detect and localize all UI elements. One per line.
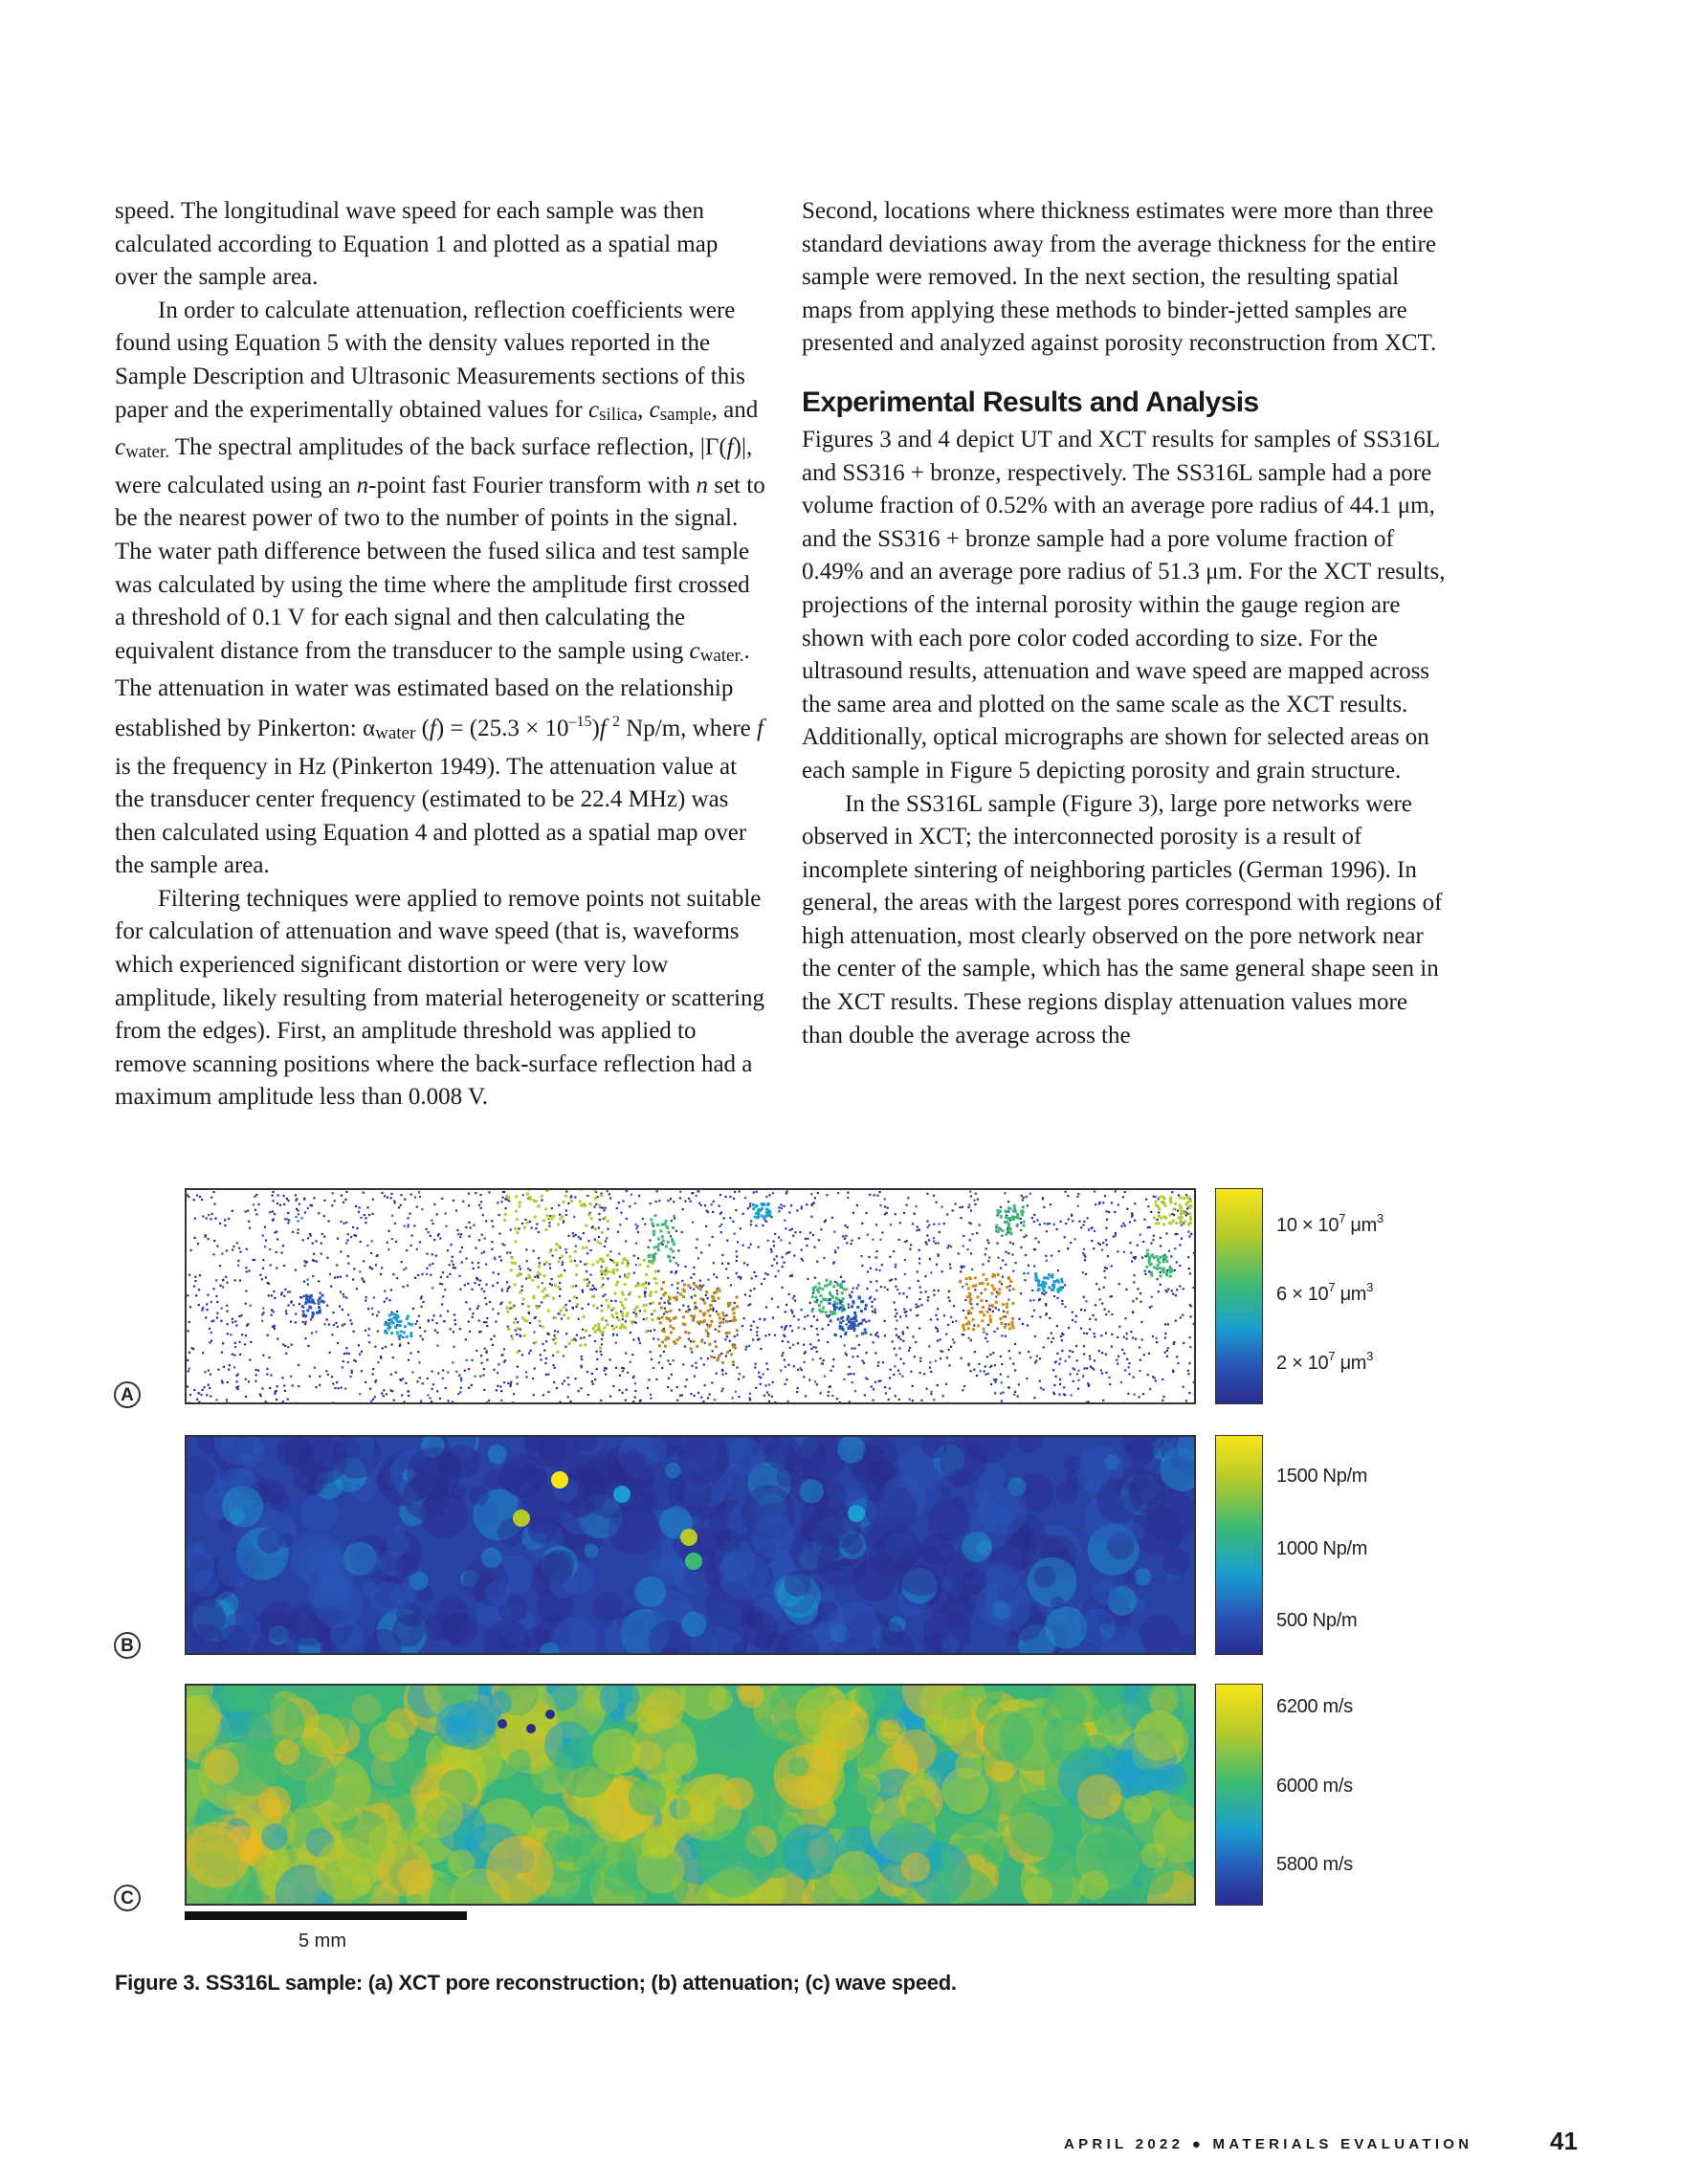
colorbar-attenuation bbox=[1215, 1435, 1263, 1655]
xct-pore-plot bbox=[187, 1190, 1194, 1402]
colorbar-label: $2 \times 10^7$ $\mu m^3$ bbox=[1276, 1349, 1374, 1374]
footer-journal: APRIL 2022 ● MATERIALS EVALUATION bbox=[1064, 2136, 1473, 2152]
colorbar-label: $6 \times 10^7$ $\mu m^3$ bbox=[1276, 1280, 1374, 1305]
figure-caption: Figure 3. SS316L sample: (a) XCT pore reconstruction; (b) attenuation; (c) wave speed. bbox=[115, 1971, 957, 1995]
scale-bar bbox=[185, 1911, 467, 1920]
colorbar-label: 6200 m/s bbox=[1276, 1696, 1353, 1717]
colorbar-pore-volume bbox=[1215, 1188, 1263, 1404]
section-heading: Experimental Results and Analysis bbox=[802, 386, 1259, 418]
paragraph: In order to calculate attenuation, reflection coefficients were found using Equation 5 with the density values reported in the Sample Description and Ultrasonic Measurements sections of this paper and the experimentally obtained values for csilica, csample, and cwater. The spectral amplitudes of the back surface reflection, |Γ(f)|, were calculated using an n-point fast Fourier transform with n set to be the nearest power of two to the number of points in the signal. The water path difference between the fused silica and test sample was calculated by using the time where the amplitude first crossed a threshold of 0.1 V for each signal and then calculating the equivalent distance from the transducer to the sample using cwater.. The attenuation in water was estimated based on the relationship established by Pinkerton: αwater $(f) = (25.3 \times 10^{-15})f$ $^2$ Np/m, where f is the frequency in Hz (Pinkerton 1949). The attenuation value at the transducer center frequency (estimated to be 22.4 MHz) was then calculated using Equation 4 and plotted as a spatial map over the sample area. bbox=[115, 297, 765, 879]
paragraph: Filtering techniques were applied to remove points not suitable for calculation of attenuation and wave speed (that is, waveforms which experienced significant distortion or were very low amplitude, likely resulting from material heterogeneity or scattering from the edges). First, an amplitude threshold was applied to remove scanning positions where the back-surface reflection had a maximum amplitude less than 0.008 V. bbox=[115, 885, 764, 1111]
wave-speed-plot bbox=[187, 1686, 1194, 1904]
colorbar-label: 5800 m/s bbox=[1276, 1854, 1353, 1875]
page-number: 41 bbox=[1550, 2127, 1578, 2155]
colorbar-label: 1500 Np/m bbox=[1276, 1466, 1368, 1487]
colorbar-label: 6000 m/s bbox=[1276, 1776, 1353, 1797]
colorbar-label: 1000 Np/m bbox=[1276, 1538, 1368, 1559]
paragraph: Second, locations where thickness estimates were more than three standard deviations away from the average thickness for the entire sample were removed. In the next section, the resulting spatial maps from applying these methods to binder-jetted samples are presented and analyzed against porosity reconstruction from XCT. bbox=[802, 198, 1437, 357]
wave-speed-map bbox=[185, 1684, 1196, 1906]
right-text-column bbox=[802, 195, 1452, 1052]
panel-label-c: C bbox=[114, 1885, 141, 1911]
scale-bar-label: 5 mm bbox=[299, 1930, 346, 1952]
panel-label-a: A bbox=[114, 1381, 141, 1408]
paragraph: speed. The longitudinal wave speed for each sample was then calculated according to Equation 1 and plotted as a spatial map over the sample area. bbox=[115, 198, 719, 291]
left-text-column bbox=[115, 195, 765, 1114]
attenuation-plot bbox=[187, 1437, 1194, 1653]
colorbar-wave-speed bbox=[1215, 1684, 1263, 1906]
paragraph: In the SS316L sample (Figure 3), large pore networks were observed in XCT; the interconnected porosity is a result of incomplete sintering of neighboring particles (German 1996). In general, the areas with the largest pores correspond with regions of high attenuation, most clearly observed on the pore network near the center of the sample, which has the same general shape seen in the XCT results. These regions display attenuation values more than double the average across the bbox=[802, 790, 1443, 1048]
paragraph: Figures 3 and 4 depict UT and XCT results for samples of SS316L and SS316 + bronze, respectively. The SS316L sample had a pore volume fraction of 0.52% with an average pore radius of 44.1 μm, and the SS316 + bronze sample had a pore volume fraction of 0.49% and an average pore radius of 51.3 μm. For the XCT results, projections of the internal porosity within the gauge region are shown with each pore color coded according to size. For the ultrasound results, attenuation and wave speed are mapped across the same area and plotted on the same scale as the XCT results. Additionally, optical micrographs are shown for selected areas on each sample in Figure 5 depicting porosity and grain structure. bbox=[802, 426, 1446, 783]
colorbar-label: 500 Np/m bbox=[1276, 1610, 1358, 1631]
colorbar-label: $10 \times 10^7$ $\mu m^3$ bbox=[1276, 1211, 1383, 1236]
panel-label-b: B bbox=[114, 1632, 141, 1659]
xct-pore-map bbox=[185, 1188, 1196, 1404]
attenuation-map bbox=[185, 1435, 1196, 1655]
